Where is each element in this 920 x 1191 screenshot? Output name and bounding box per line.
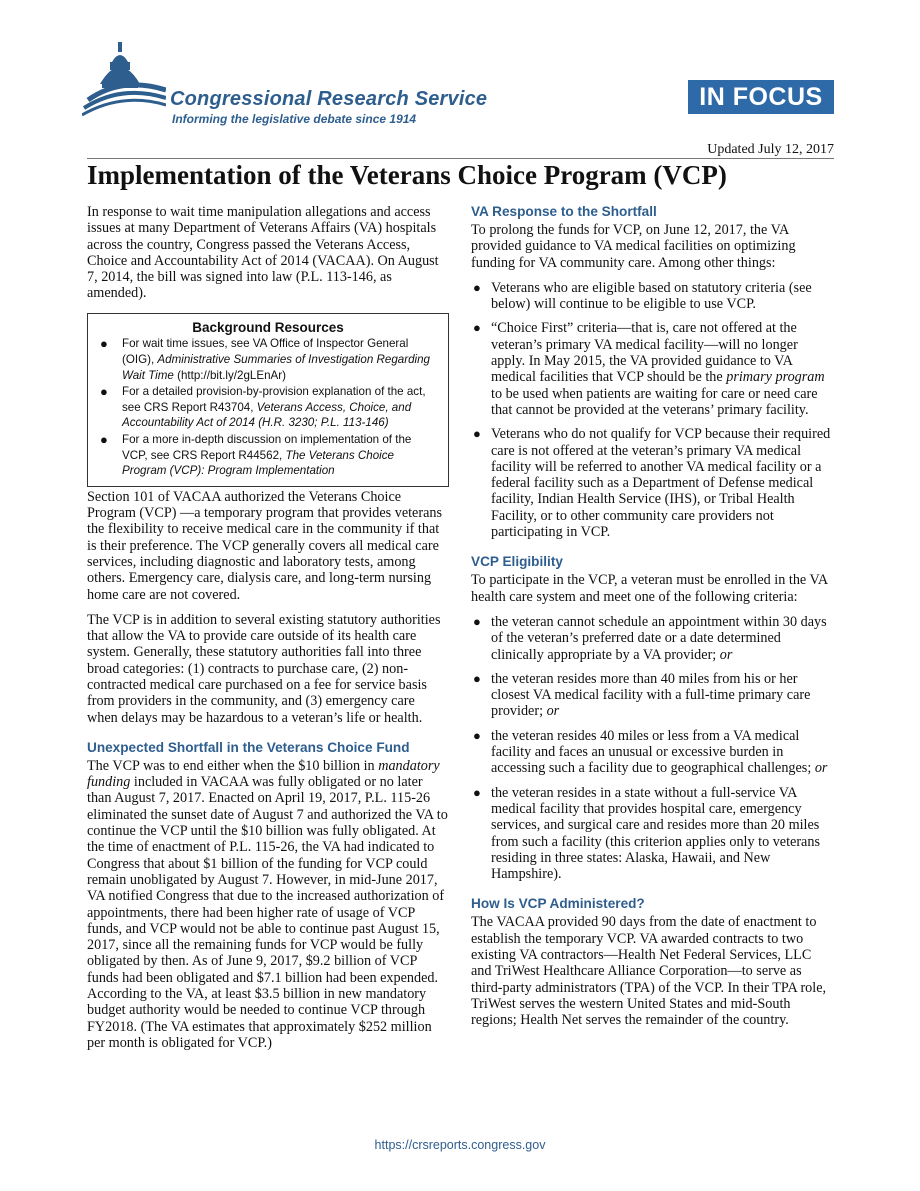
list-item: ● Veterans who do not qualify for VCP because their required care is not offered at the veteran’s primary VA medical facility will be referred to another VA medical facility or a federal facility such as a Department of Defense medical facility, Indian Health Service (IHS), or Tribal Health Facility, or to other community care providers not participating in VCP. (473, 426, 831, 541)
box-heading: Background Resources (192, 319, 344, 335)
list-item: ● the veteran resides in a state without a full-service VA medical facility that provides hospital care, emergency services, and surgical care and resides more than 20 miles from such a facility (this criterion applies only to veterans residing in three states: Alaska, Hawaii, and New Hampshire). (473, 784, 820, 883)
section-heading-response: VA Response to the Shortfall (471, 204, 657, 219)
bullet-icon: ● (473, 426, 481, 442)
section-heading-administered: How Is VCP Administered? (471, 896, 645, 912)
in-focus-badge: IN FOCUS (688, 80, 834, 114)
page-title: Implementation of the Veterans Choice Program (VCP) (87, 160, 727, 190)
section-heading-shortfall: Unexpected Shortfall in the Veterans Choice Fund (87, 739, 410, 755)
list-item: ● For a detailed provision-by-provision explanation of the act, see CRS Report R43704, Veterans Access, Choice, and Accountability Act of 2014 (H.R. 3230; P.L. 113-146) (100, 384, 426, 430)
bullet-icon: ● (473, 613, 481, 629)
bullet-icon: ● (473, 727, 481, 743)
org-tagline: Informing the legislative debate since 1914 (172, 112, 417, 126)
header-rule (87, 158, 834, 159)
eligibility-paragraph: To participate in the VCP, a veteran must be enrolled in the VA health care system and meet one of the following criteria: (471, 572, 828, 605)
bullet-icon: ● (473, 784, 481, 800)
footer-url-link[interactable]: https://crsreports.congress.gov (374, 1138, 546, 1152)
eligibility-list (471, 614, 835, 882)
list-item: ● “Choice First” criteria—that is, care not offered at the veteran’s primary VA medical facility—will no longer apply. In May 2015, the VA provided guidance to VA medical facilities that VCP should be the primary program to be used when patients are waiting for care or need care that cannot be provided at the veterans’ primary facility. (473, 320, 825, 418)
statutory-authorities-paragraph: The VCP is in addition to several existing statutory authorities that allow the VA to provide care outside of its health care system. Generally, these statutory authorities fall into three broad categories: (1) contracts to purchase care, (2) non-contracted medical care purchased on a fee for service basis from providers in the community, and (3) emergency care when delays may be hazardous to a veteran’s life or health. (87, 611, 441, 726)
list-item: ● Veterans who are eligible based on statutory criteria (see below) will continue to be eligible to use VCP. (473, 279, 812, 313)
bullet-icon: ● (473, 670, 481, 686)
resources-list (96, 336, 440, 478)
org-name: Congressional Research Service (170, 88, 488, 110)
list-item: ● For wait time issues, see VA Office of Inspector General (OIG), Administrative Summaries of Investigation Regarding Wait Time (http://bit.ly/2gLEnAr) (100, 336, 430, 382)
bullet-icon: ● (473, 320, 481, 336)
bullet-icon: ● (473, 279, 481, 295)
section101-paragraph: Section 101 of VACAA authorized the Veterans Choice Program (VCP) —a temporary program that provides veterans the flexibility to receive medical care in the community if that is their preference. The VCP generally covers all medical care services, including diagnostic and laboratory tests, among others. Emergency care, dialysis care, and long-term nursing home care are not covered. (87, 488, 442, 603)
shortfall-paragraph: The VCP was to end either when the $10 billion in mandatory funding included in VACAA was fully obligated or no later than August 7, 2017. Enacted on April 19, 2017, P.L. 115-26 eliminated the sunset date of August 7 and authorized the VA to continue the VCP until the $10 billion was fully obligated. At the time of enactment of P.L. 115-26, the VA had indicated to Congress that about $1 billion of the funding for VCP could remain unobligated by August 7. However, in mid-June 2017, VA notified Congress that due to the increased authorization of appointments, there had been higher rate of usage of VCP funds, and VCP would not be able to continue past August 15, 2017, since all the remaining funds for VCP would be fully obligated by then. As of June 9, 2017, $9.2 billion of VCP funds had been obligated and $7.1 billion had been expended. According to the VA, at least $3.5 billion in new mandatory budget authority would be needed to continue VCP through FY2018. (The VA estimates that approximately $252 million per month is obligated for VCP.) (87, 757, 448, 1051)
list-item: ● the veteran cannot schedule an appointment within 30 days of the veteran’s preferred date or a date determined clinically appropriate by a VA provider; or (473, 613, 827, 663)
intro-paragraph: In response to wait time manipulation allegations and access issues at many Department of Veterans Affairs (VA) hospitals across the country, Congress passed the Veterans Access, Choice and Accountability Act of 2014 (VACAA). On August 7, 2014, the bill was signed into law (P.L. 113-146, as amended). (87, 204, 439, 302)
bullet-icon: ● (100, 336, 108, 352)
list-item: ● the veteran resides more than 40 miles from his or her closest VA medical facility with a full-time primary care provider; or (473, 670, 811, 720)
response-paragraph: To prolong the funds for VCP, on June 12, 2017, the VA provided guidance to VA medical facilities on optimizing funding for VA community care. Among other things: (471, 222, 796, 271)
response-list (471, 280, 835, 540)
background-resources-box (87, 313, 449, 487)
bullet-icon: ● (100, 431, 108, 447)
capitol-dome-logo-icon (82, 40, 166, 124)
left-column (87, 204, 449, 1060)
right-column (471, 204, 835, 1037)
list-item: ● the veteran resides 40 miles or less from a VA medical facility and faces an unusual or excessive burden in accessing such a facility due to geographical challenges; or (473, 727, 828, 777)
updated-date: Updated July 12, 2017 (707, 142, 834, 157)
administration-paragraph: The VACAA provided 90 days from the date of enactment to establish the temporary VCP. VA awarded contracts to two existing VA contractors—Health Net Federal Services, LLC and TriWest Healthcare Alliance Corporation—to serve as third-party administrators (TPA) of the VCP. In their TPA role, TriWest serves the western United States and mid-South regions; Health Net serves the remainder of the country. (471, 914, 827, 1029)
list-item: ● For a more in-depth discussion on implementation of the VCP, see CRS Report R44562, The Veterans Choice Program (VCP): Program Implementation (100, 431, 412, 478)
section-heading-eligibility: VCP Eligibility (471, 554, 563, 570)
bullet-icon: ● (100, 384, 108, 400)
page-header (0, 0, 920, 190)
